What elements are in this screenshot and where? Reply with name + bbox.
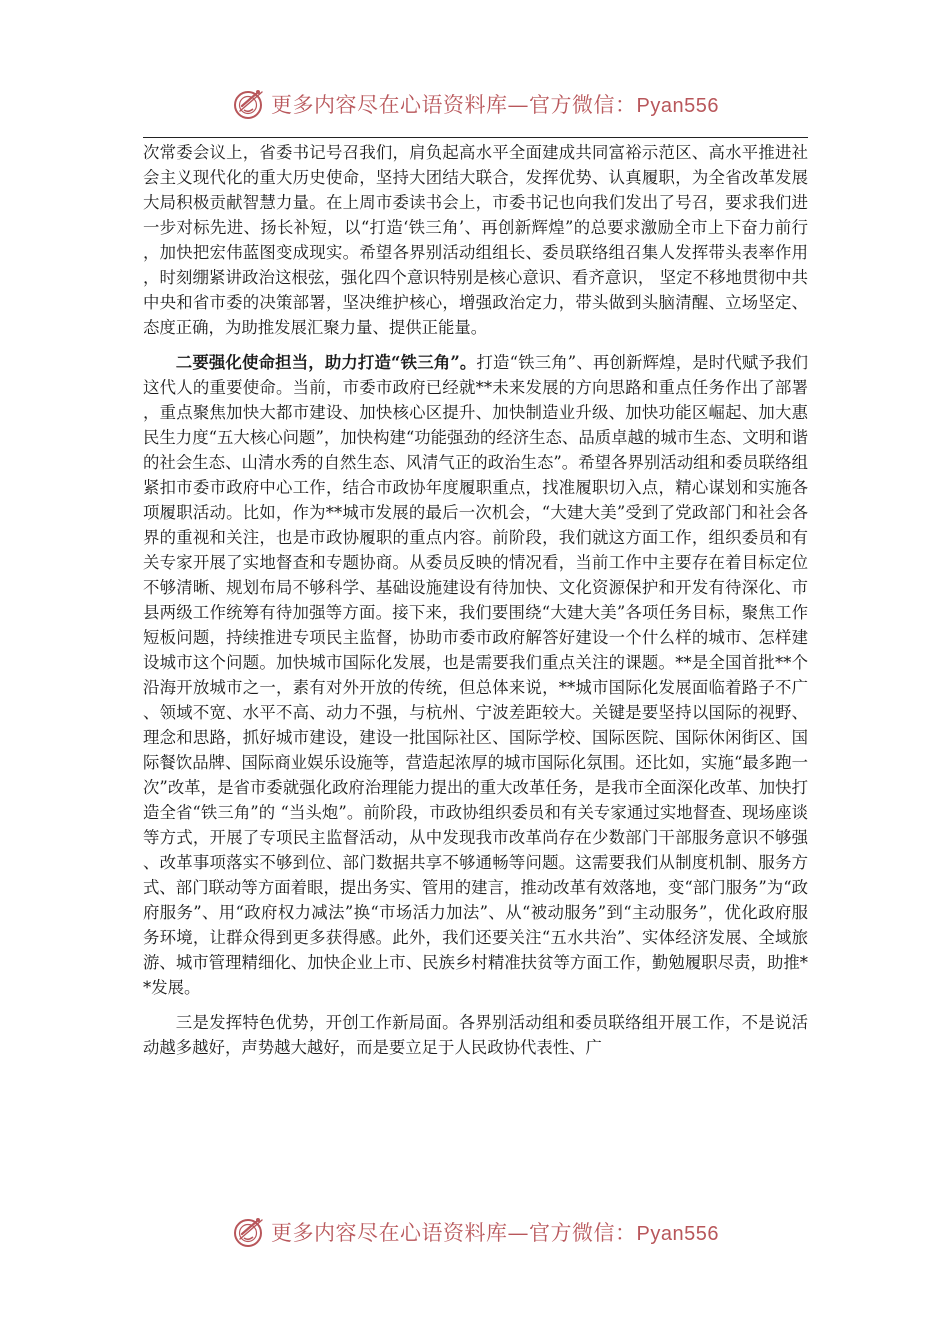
footer-banner-text [271, 1217, 719, 1247]
paragraph-2 [143, 350, 808, 1000]
header-banner [0, 84, 950, 124]
footer-banner-label: 更多内容尽在心语资料库—官方微信： [271, 1221, 637, 1245]
paragraph-1: 次常委会议上，省委书记号召我们，肩负起高水平全面建成共同富裕示范区、高水平推进社会主义现代化的重大历史使命，坚持大团结大联合，发挥优势、认真履职，为全省改革发展大局积极贡献智慧力量。在上周市委读书会上，市委书记也向我们发出了号召，要求我们进一步对标先进、扬长补短，以“打造‘铁三角’、再创新辉煌”的总要求激励全市上下奋力前行，加快把宏伟蓝图变成现实。希望各界别活动组组长、委员联络组召集人发挥带头表率作用，时刻绷紧讲政治这根弦，强化四个意识特别是核心意识、看齐意识， 坚定不移地贯彻中共中央和省市委的决策部署，坚决维护核心，增强政治定力，带头做到头脑清醒、立场坚定、态度正确，为助推发展汇聚力量、提供正能量。 [143, 143, 808, 337]
header-banner-text [271, 89, 719, 119]
header-wechat-id: Pyan556 [636, 95, 719, 117]
paragraph-2-text: 打造“铁三角”、再创新辉煌，是时代赋予我们这代人的重要使命。当前，市委市政府已经就**未来发展的方向思路和重点任务作出了部署，重点聚焦加快大都市建设、加快核心区提升、加快制造业升级、加快功能区崛起、加大惠民生力度“五大核心问题”，加快构建“功能强劲的经济生态、品质卓越的城市生态、文明和谐的社会生态、山清水秀的自然生态、风清气正的政治生态”。希望各界别活动组和委员联络组紧扣市委市政府中心工作，结合市政协年度履职重点，找准履职切入点，精心谋划和实施各项履职活动。比如，作为**城市发展的最后一次机会，“大建大美”受到了党政部门和社会各界的重视和关注，也是市政协履职的重点内容。前阶段，我们就这方面工作，组织委员和有关专家开展了实地督查和专题协商。从委员反映的情况看，当前工作中主要存在着目标定位不够清晰、规划布局不够科学、基础设施建设有待加快、文化资源保护和开发有待深化、市县两级工作统筹有待加强等方面。接下来，我们要围绕“大建大美”各项任务目标，聚焦工作短板问题，持续推进专项民主监督，协助市委市政府解答好建设一个什么样的城市、怎样建设城市这个问题。加快城市国际化发展，也是需要我们重点关注的课题。**是全国首批**个沿海开放城市之一，素有对外开放的传统，但总体来说，**城市国际化发展面临着路子不广、领域不宽、水平不高、动力不强，与杭州、宁波差距较大。关键是要坚持以国际的视野、理念和思路，抓好城市建设，建设一批国际社区、国际学校、国际医院、国际休闲街区、国际餐饮品牌、国际商业娱乐设施等，营造起浓厚的城市国际化氛围。还比如，实施“最多跑一次”改革，是省市委就强化政府治理能力提出的重大改革任务，是我市全面深化改革、加快打造全省“铁三角”的 “当头炮”。前阶段，市政协组织委员和有关专家通过实地督查、现场座谈等方式，开展了专项民主监督活动，从中发现我市改革尚存在少数部门干部服务意识不够强、改革事项落实不够到位、部门数据共享不够通畅等问题。这需要我们从制度机制、服务方式、部门联动等方面着眼，提出务实、管用的建言，推动改革有效落地，变“部门服务”为“政府服务”、用“政府权力减法”换“市场活力加法”、从“被动服务”到“主动服务”，优化政府服务环境，让群众得到更多获得感。此外，我们还要关注“五水共治”、实体经济发展、全域旅游、城市管理精细化、加快企业上市、民族乡村精准扶贫等方面工作，勤勉履职尽责，助推**发展。 [143, 353, 808, 997]
document-body [143, 140, 808, 1060]
paragraph-3: 三是发挥特色优势，开创工作新局面。各界别活动组和委员联络组开展工作，不是说活动越多越好，声势越大越好，而是要立足于人民政协代表性、广 [143, 1013, 808, 1057]
footer-wechat-id: Pyan556 [636, 1223, 719, 1245]
paragraph-2-lead: 二要强化使命担当，助力打造“铁三角”。 [175, 353, 477, 372]
header-divider [143, 137, 808, 138]
footer-banner [0, 1212, 950, 1252]
watermark-logo-icon [231, 1214, 267, 1250]
header-banner-label: 更多内容尽在心语资料库—官方微信： [271, 93, 637, 117]
watermark-logo-icon [231, 86, 267, 122]
